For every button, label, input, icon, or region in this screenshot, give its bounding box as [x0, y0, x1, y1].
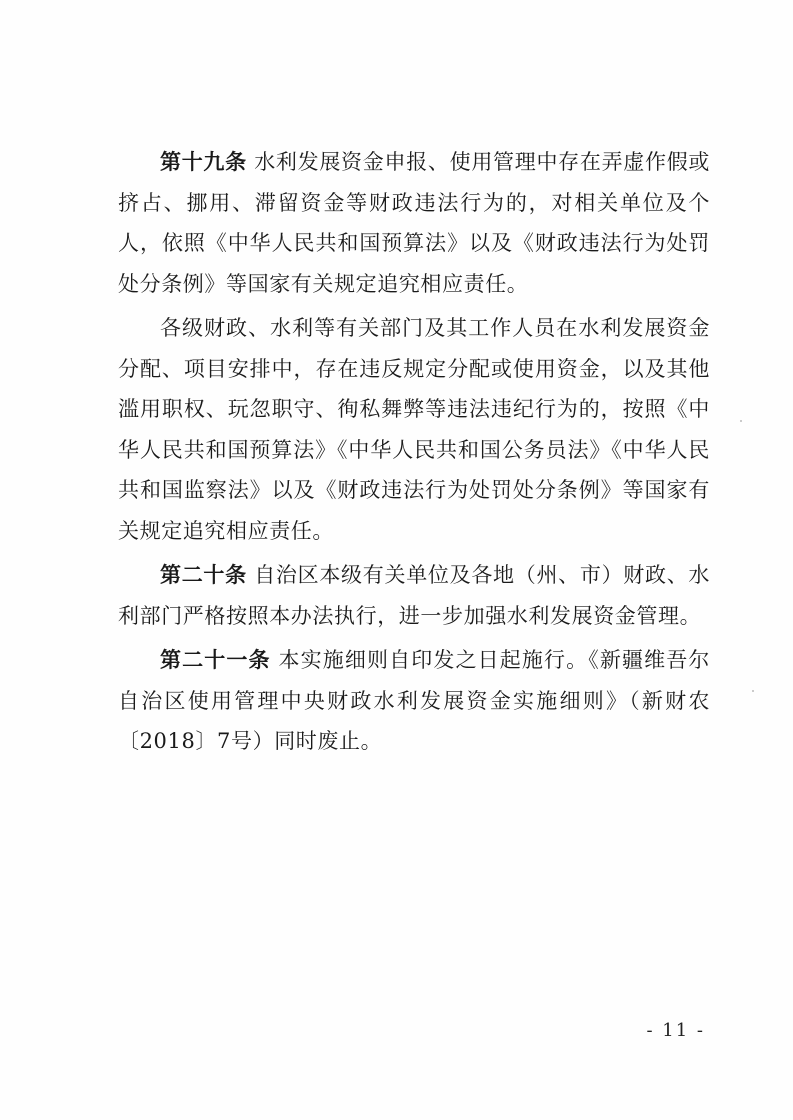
paragraph-article-20 [118, 555, 710, 636]
article-heading: 第二十一条 [160, 648, 271, 672]
paragraph-text: 水利发展资金申报、使用管理中存在弄虚作假或挤占、挪用、滞留资金等财政违法行为的，对相关单位及个人，依照《中华人民共和国预算法》以及《财政违法行为处罚处分条例》等国家有关规定追究相应责任。 [118, 150, 711, 296]
scan-speck [740, 420, 742, 422]
document-body [118, 142, 710, 766]
paragraph-text: 本实施细则自印发之日起施行。《新疆维吾尔自治区使用管理中央财政水利发展资金实施细则》（新财农〔2018〕7号）同时废止。 [118, 648, 711, 753]
article-heading: 第十九条 [160, 150, 247, 174]
paragraph-article-21 [118, 640, 710, 762]
paragraph-article-19-cont [118, 308, 710, 551]
paragraph-text: 自治区本级有关单位及各地（州、市）财政、水利部门严格按照本办法执行，进一步加强水利发展资金管理。 [118, 563, 711, 628]
page-number: - 11 - [646, 1020, 705, 1041]
paragraph-text: 各级财政、水利等有关部门及其工作人员在水利发展资金分配、项目安排中，存在违反规定分配或使用资金，以及其他滥用职权、玩忽职守、徇私舞弊等违法违纪行为的，按照《中华人民共和国预算法》《中华人民共和国公务员法》《中华人民共和国监察法》以及《财政违法行为处罚处分条例》等国家有关规定追究相应责任。 [118, 316, 710, 543]
article-heading: 第二十条 [160, 563, 247, 587]
scan-speck [752, 690, 754, 692]
paragraph-article-19 [118, 142, 710, 304]
